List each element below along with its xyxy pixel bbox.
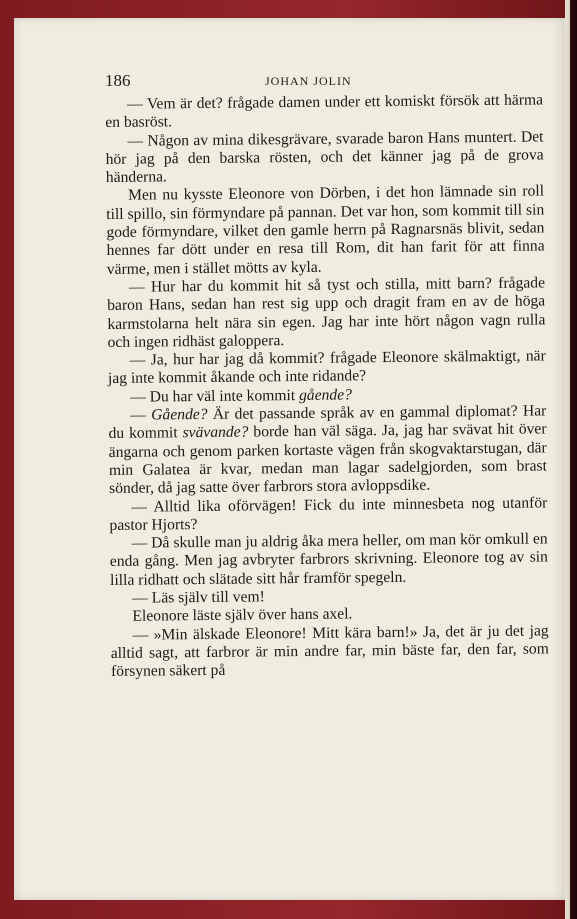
italic-word: gående? [298, 386, 352, 404]
paragraph: — Då skulle man ju aldrig åka mera heller, om man kör omkull en enda gång. Men jag avbryter farbrors skrivning. Eleonore tog av sin lilla ridhatt och slätade sitt hår framför spegeln. [109, 530, 548, 589]
paragraph: Men nu kysste Eleonore von Dörben, i det hon lämnade sin roll till spillo, sin förmyndare på pannan. Det var hon, som kommit till sin gode förmyndare, vilket den gamle herrn på Ragnarsnäs blivit, sedan hennes far dött under en resa till Rom, dit han farit för att finna värme, men i stället mötts av kyla. [106, 182, 545, 278]
paragraph: — Läs själv till vem! [132, 588, 265, 607]
page-number: 186 [105, 71, 131, 90]
italic-word: Gående? [151, 405, 208, 424]
paragraph: — Hur har du kommit hit så tyst och stilla, mitt barn? frågade baron Hans, sedan han rest sig upp och dragit fram en av de höga karmstolarna helt nära sin egen. Jag har inte hört någon vagn rulla och ingen ridhäst galoppera. [107, 274, 546, 351]
paragraph: — Du har väl inte kommit gående? [130, 386, 352, 406]
paragraph: — Vem är det? frågade damen under ett komiskt försök att härma en basröst. [105, 91, 544, 132]
paragraph: Eleonore läste själv över hans axel. [132, 605, 353, 626]
running-title: JOHAN JOLIN [265, 74, 352, 88]
paragraph: — Ja, hur har jag då kommit? frågade Eleonore skälmaktigt, när jag inte kommit åkande och inte ridande? [107, 347, 546, 388]
paragraph: — »Min älskade Eleonore! Mitt kära barn!» Ja, det är ju det jag alltid sagt, att farbror är min andre far, min bäste far, den far, som försynen säkert på [110, 621, 549, 681]
paragraph: — Alltid lika oförvägen! Fick du inte minnesbeta nog utanför pastor Hjorts? [109, 493, 548, 534]
italic-word: svävande? [182, 423, 249, 442]
body-text [105, 91, 549, 681]
paragraph: — Någon av mina dikesgrävare, svarade baron Hans muntert. Det hör jag på den barska rösten, och det känner jag på de grova händerna. [105, 128, 544, 187]
paragraph: — Gående? Är det passande språk av en gammal diplomat? Har du kommit svävande? borde han väl säga. Ja, jag har svävat hit över ängarna och genom parken kortaste vägen från skogvaktarstugan, där min Galatea är kvar, medan man lagar sadelgjorden, som brast sönder, då jag satte över farbrors stora avloppsdike. [108, 402, 547, 498]
page-edge [565, 0, 577, 919]
